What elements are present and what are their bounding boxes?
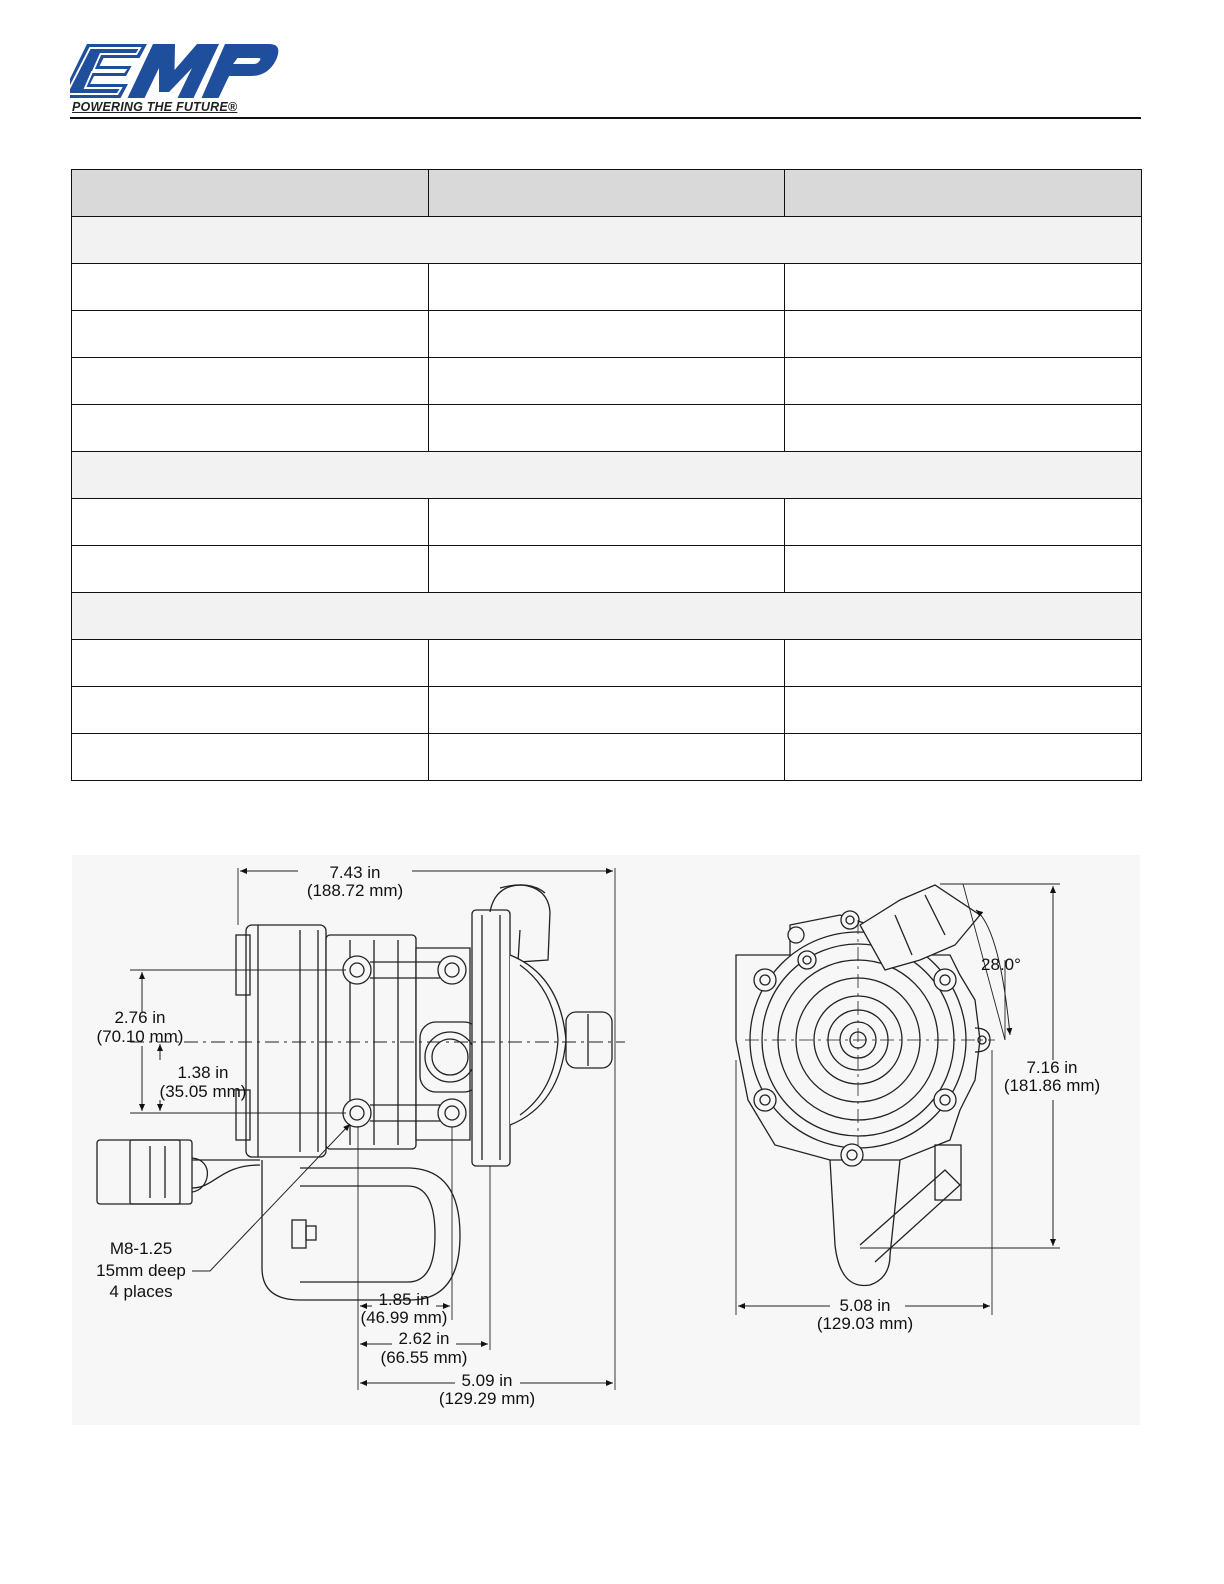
table-row xyxy=(72,640,1142,687)
table-cell xyxy=(72,640,429,687)
table-cell xyxy=(72,311,429,358)
table-row xyxy=(72,687,1142,734)
dim-c-in: 5.09 in xyxy=(461,1371,513,1390)
dim-height-in: 7.16 in xyxy=(1026,1058,1078,1077)
thread-count-label: 4 places xyxy=(109,1282,173,1301)
table-cell xyxy=(785,264,1142,311)
dim-bolt-spacing-in: 2.76 in xyxy=(114,1008,166,1027)
table-section-row xyxy=(72,217,1142,264)
table-cell xyxy=(429,734,785,781)
dim-half-spacing-mm: (35.05 mm) xyxy=(159,1082,247,1101)
table-cell xyxy=(72,734,429,781)
table-cell xyxy=(429,687,785,734)
logo-tagline: POWERING THE FUTURE® xyxy=(72,100,238,114)
table-row xyxy=(72,311,1142,358)
table-row xyxy=(72,405,1142,452)
table-cell xyxy=(785,358,1142,405)
thread-depth-label: 15mm deep xyxy=(96,1261,186,1280)
table-cell xyxy=(785,311,1142,358)
front-view xyxy=(736,884,1060,1315)
table-cell xyxy=(785,546,1142,593)
table-row xyxy=(72,546,1142,593)
dim-b-mm: (66.55 mm) xyxy=(380,1348,468,1367)
table-cell xyxy=(785,687,1142,734)
dim-angle: 28.0° xyxy=(981,955,1021,974)
header-rule xyxy=(70,117,1141,119)
table-cell xyxy=(72,358,429,405)
table-cell xyxy=(785,640,1142,687)
dimension-drawing xyxy=(72,855,1140,1425)
dim-overall-length-mm: (188.72 mm) xyxy=(306,881,404,900)
dim-c-mm: (129.29 mm) xyxy=(438,1389,536,1408)
table-section-row xyxy=(72,593,1142,640)
spec-table xyxy=(71,169,1142,781)
header-cell xyxy=(72,170,429,217)
table-cell xyxy=(785,734,1142,781)
thread-spec-label: M8-1.25 xyxy=(109,1239,173,1258)
dim-overall-length-in: 7.43 in xyxy=(329,863,381,882)
table-row xyxy=(72,499,1142,546)
dim-width-in: 5.08 in xyxy=(839,1296,891,1315)
table-cell xyxy=(429,499,785,546)
section-cell xyxy=(72,452,1142,499)
section-cell xyxy=(72,593,1142,640)
table-cell xyxy=(72,264,429,311)
table-cell xyxy=(429,640,785,687)
header-cell xyxy=(785,170,1142,217)
dim-height-mm: (181.86 mm) xyxy=(1003,1076,1101,1095)
table-cell xyxy=(72,546,429,593)
dim-a-mm: (46.99 mm) xyxy=(360,1308,448,1327)
table-cell xyxy=(72,499,429,546)
dim-b-in: 2.62 in xyxy=(398,1329,450,1348)
table-cell xyxy=(429,264,785,311)
table-cell xyxy=(429,358,785,405)
table-section-row xyxy=(72,452,1142,499)
table-cell xyxy=(785,405,1142,452)
table-row xyxy=(72,734,1142,781)
header-cell xyxy=(429,170,785,217)
section-cell xyxy=(72,217,1142,264)
dim-width-mm: (129.03 mm) xyxy=(816,1314,914,1333)
table-cell xyxy=(429,405,785,452)
dim-bolt-spacing-mm: (70.10 mm) xyxy=(96,1027,184,1046)
table-cell xyxy=(72,687,429,734)
table-row xyxy=(72,264,1142,311)
table-header-row xyxy=(72,170,1142,217)
table-cell xyxy=(429,311,785,358)
table-cell xyxy=(785,499,1142,546)
dim-a-in: 1.85 in xyxy=(378,1290,430,1309)
table-cell xyxy=(429,546,785,593)
dim-half-spacing-in: 1.38 in xyxy=(177,1063,229,1082)
table-cell xyxy=(72,405,429,452)
table-row xyxy=(72,358,1142,405)
